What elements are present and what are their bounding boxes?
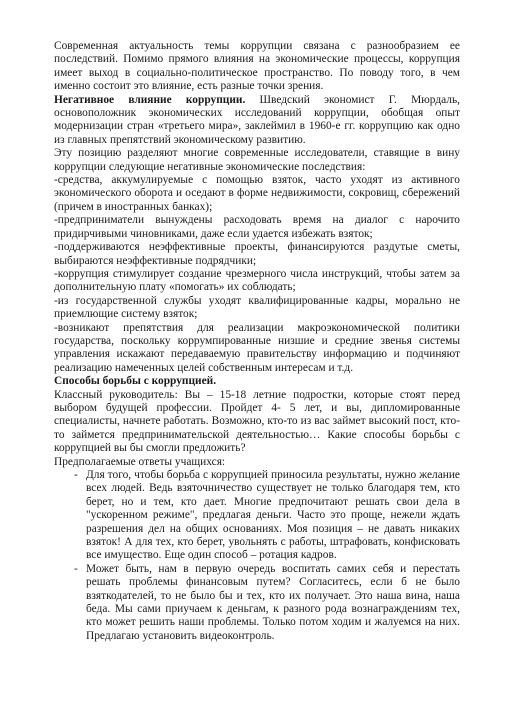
answer-text: Может быть, нам в первую очередь воспитать самих себя и перестать решать проблемы финансовым путем? Согласитесь, если б не было взяткодателей, то не было бы и тех, кто их получает. Это наша вина, наша беда. Мы сами приучаем к деньгам, к разного рода вознаграждениям тех, кто может решить наши проблемы. Только потом ходим и жалуемся на них. Предлагаю установить видеоконтроль. <box>86 562 460 642</box>
negative-influence-text: Шведский экономист Г. Мюрдаль, основоположник экономических исследований коррупции, обобщая опыт модернизации стран «третьего мира», заклеймил в 1960-е гг. коррупцию как одно из главных препятствий экономическому развитию. <box>54 93 460 146</box>
consequence-item: -поддерживаются неэффективные проекты, финансируются раздутые сметы, выбираются неэффективные подрядчики; <box>54 241 460 267</box>
consequence-item: -коррупция стимулирует создание чрезмерного числа инструкций, чтобы затем за дополнительную плату «помогать» их соблюдать; <box>54 267 460 294</box>
dash-bullet: - <box>74 562 78 575</box>
teacher-question: Классный руководитель: Вы – 15-18 летние подростки, которые стоят перед выбором будущей профессии. Пройдет 4- 5 лет, и вы, дипломированные специалисты, начнете работать. Возможно, кто-то из вас займет высокий пост, кто-то займется предпринимательской деятельностью… Какие способы борьбы с коррупцией вы бы смогли предложить? <box>54 388 460 455</box>
negative-influence-heading: Негативное влияние коррупции. <box>54 93 246 106</box>
consequence-item: -возникают препятствия для реализации макроэкономической политики государства, поскольку коррумпированные низшие и средние звенья системы управления искажают передаваемую правительству информацию и подчиняют реализацию намеченных целей собственным интересам и т.д. <box>54 321 460 374</box>
methods-heading: Способы борьбы с коррупцией. <box>54 375 217 388</box>
intro-paragraph: Современная актуальность темы коррупции связана с разнообразием ее последствий. Помимо прямого влияния на экономические процессы, коррупция имеет выход в социально-политическое пространство. По поводу того, в чем именно состоит это влияние, есть разные точки зрения. <box>54 40 460 93</box>
negative-influence-paragraph <box>54 94 460 148</box>
consequence-item: -из государственной службы уходят квалифицированные кадры, морально не приемлющие систему взяток; <box>54 294 460 321</box>
consequences-lead: Эту позицию разделяют многие современные исследователи, ставящие в вину коррупции следующие негативные экономические последствия: <box>54 147 460 173</box>
answers-list <box>54 469 460 643</box>
dash-bullet: - <box>74 469 78 481</box>
consequence-item: -средства, аккумулируемые с помощью взяток, часто уходят из активного экономического оборота и оседают в форме недвижимости, сокровищ, сбережений (причем в иностранных банках); <box>54 174 460 213</box>
consequence-item: -предприниматели вынуждены расходовать время на диалог с нарочито придирчивыми чиновниками, даже если удается избежать взяток; <box>54 214 460 240</box>
answer-item <box>74 562 460 643</box>
answer-text: Для того, чтобы борьба с коррупцией приносила результаты, нужно желание всех людей. Ведь взяточничество существует не только благодаря тем, кто берет, но и тем, кто дает. Многие предпочитают решать свои дела в "ускоренном режиме", предлагая деньги. Часто это проще, нежели ждать разрешения дел на общих основаниях. Моя позиция – не давать никаких взяток! А для тех, кто берет, увольнять с работы, штрафовать, конфисковать все имущество. Еще один способ – ротация кадров. <box>86 469 460 562</box>
answers-lead: Предполагаемые ответы учащихся: <box>54 455 226 468</box>
answer-item <box>74 469 460 563</box>
